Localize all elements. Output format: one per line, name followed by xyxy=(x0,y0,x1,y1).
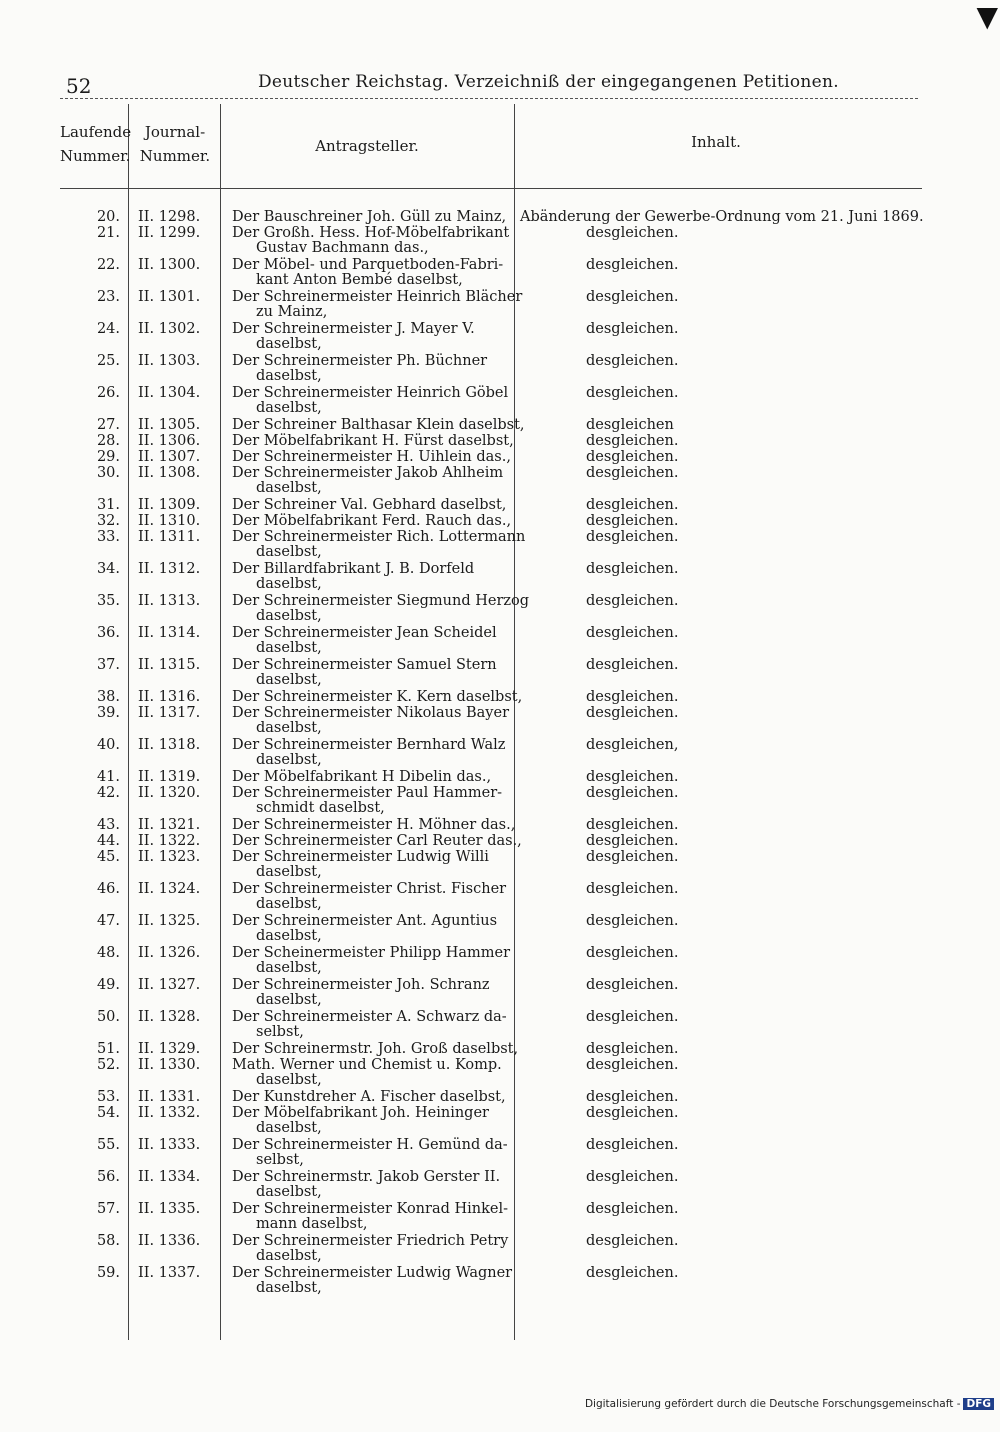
journal-number: II. 1328. xyxy=(138,1009,201,1025)
journal-number: II. 1308. xyxy=(138,465,201,481)
journal-number: II. 1305. xyxy=(138,417,201,433)
applicant: Der Möbelfabrikant Joh. Heininger xyxy=(232,1105,489,1121)
row-number: 28. xyxy=(96,433,120,449)
applicant-continued: schmidt daselbst, xyxy=(256,800,385,816)
applicant-continued: zu Mainz, xyxy=(256,304,328,320)
row-number: 51. xyxy=(96,1041,120,1057)
applicant: Der Kunstdreher A. Fischer daselbst, xyxy=(232,1089,506,1105)
applicant: Der Schreinermeister H. Uihlein das., xyxy=(232,449,511,465)
content: desgleichen. xyxy=(586,529,679,545)
row-number: 58. xyxy=(96,1233,120,1249)
applicant: Der Schreinermeister Heinrich Göbel xyxy=(232,385,509,401)
header-journal-line1: Journal- xyxy=(144,123,206,141)
content: desgleichen. xyxy=(586,1009,679,1025)
content: desgleichen. xyxy=(586,913,679,929)
journal-number: II. 1320. xyxy=(138,785,201,801)
applicant-continued: daselbst, xyxy=(256,752,322,768)
applicant-continued: Gustav Bachmann das., xyxy=(256,240,429,256)
row-number: 56. xyxy=(96,1169,120,1185)
applicant-continued: daselbst, xyxy=(256,1120,322,1136)
row-number: 45. xyxy=(96,849,120,865)
content: desgleichen. xyxy=(586,1137,679,1153)
content: desgleichen. xyxy=(586,561,679,577)
journal-number: II. 1307. xyxy=(138,449,201,465)
journal-number: II. 1311. xyxy=(138,529,201,545)
content: desgleichen. xyxy=(586,257,679,273)
row-number: 22. xyxy=(96,257,120,273)
applicant: Der Schreiner Balthasar Klein daselbst, xyxy=(232,417,525,433)
row-number: 41. xyxy=(96,769,120,785)
content: Abänderung der Gewerbe-Ordnung vom 21. Juni 1869. xyxy=(520,209,924,225)
row-number: 33. xyxy=(96,529,120,545)
crop-mark: ▼ xyxy=(976,0,998,33)
row-number: 57. xyxy=(96,1201,120,1217)
content: desgleichen. xyxy=(586,1233,679,1249)
row-number: 32. xyxy=(96,513,120,529)
content: desgleichen. xyxy=(586,1057,679,1073)
row-number: 50. xyxy=(96,1009,120,1025)
content: desgleichen. xyxy=(586,1169,679,1185)
journal-number: II. 1331. xyxy=(138,1089,201,1105)
journal-number: II. 1325. xyxy=(138,913,201,929)
journal-number: II. 1298. xyxy=(138,209,201,225)
journal-number: II. 1312. xyxy=(138,561,201,577)
applicant: Der Schreinermeister Carl Reuter das., xyxy=(232,833,522,849)
header-laufende-line2: Nummer. xyxy=(60,147,131,165)
header-inhalt: Inhalt. xyxy=(691,133,741,151)
applicant-continued: daselbst, xyxy=(256,544,322,560)
journal-number: II. 1324. xyxy=(138,881,201,897)
content: desgleichen. xyxy=(586,625,679,641)
content: desgleichen. xyxy=(586,1041,679,1057)
applicant: Der Möbel- und Parquetboden-Fabri- xyxy=(232,257,504,273)
applicant-continued: mann daselbst, xyxy=(256,1216,368,1232)
applicant: Der Schreinermeister J. Mayer V. xyxy=(232,321,475,337)
column-rule-1 xyxy=(128,104,129,1340)
applicant: Der Schreinermstr. Joh. Groß daselbst, xyxy=(232,1041,519,1057)
content: desgleichen xyxy=(586,417,674,433)
journal-number: II. 1322. xyxy=(138,833,201,849)
journal-number: II. 1333. xyxy=(138,1137,201,1153)
applicant: Der Schreinermeister Ph. Büchner xyxy=(232,353,488,369)
journal-number: II. 1323. xyxy=(138,849,201,865)
row-number: 44. xyxy=(96,833,120,849)
applicant: Der Schreinermeister Nikolaus Bayer xyxy=(232,705,510,721)
journal-number: II. 1304. xyxy=(138,385,201,401)
applicant: Der Bauschreiner Joh. Güll zu Mainz, xyxy=(232,209,507,225)
applicant-continued: daselbst, xyxy=(256,1184,322,1200)
applicant-continued: daselbst, xyxy=(256,720,322,736)
row-number: 48. xyxy=(96,945,120,961)
journal-number: II. 1326. xyxy=(138,945,201,961)
applicant-continued: daselbst, xyxy=(256,368,322,384)
applicant: Der Schreinermeister Bernhard Walz xyxy=(232,737,506,753)
applicant-continued: daselbst, xyxy=(256,576,322,592)
applicant: Der Schreinermeister A. Schwarz da- xyxy=(232,1009,507,1025)
journal-number: II. 1313. xyxy=(138,593,201,609)
content: desgleichen. xyxy=(586,225,679,241)
content: desgleichen. xyxy=(586,769,679,785)
applicant: Der Schreinermeister Samuel Stern xyxy=(232,657,497,673)
journal-number: II. 1316. xyxy=(138,689,201,705)
content: desgleichen. xyxy=(586,1201,679,1217)
row-number: 20. xyxy=(96,209,120,225)
journal-number: II. 1309. xyxy=(138,497,201,513)
journal-number: II. 1303. xyxy=(138,353,201,369)
applicant-continued: daselbst, xyxy=(256,864,322,880)
applicant: Der Schreinermeister Paul Hammer- xyxy=(232,785,503,801)
applicant: Der Großh. Hess. Hof-Möbelfabrikant xyxy=(232,225,510,241)
row-number: 31. xyxy=(96,497,120,513)
content: desgleichen. xyxy=(586,945,679,961)
row-number: 25. xyxy=(96,353,120,369)
applicant: Der Schreinermeister Friedrich Petry xyxy=(232,1233,509,1249)
journal-number: II. 1318. xyxy=(138,737,201,753)
applicant: Der Schreinermeister Christ. Fischer xyxy=(232,881,507,897)
applicant: Der Schreinermeister K. Kern daselbst, xyxy=(232,689,523,705)
journal-number: II. 1332. xyxy=(138,1105,201,1121)
row-number: 43. xyxy=(96,817,120,833)
row-number: 55. xyxy=(96,1137,120,1153)
journal-number: II. 1334. xyxy=(138,1169,201,1185)
content: desgleichen. xyxy=(586,385,679,401)
page-number: 52 xyxy=(66,74,92,98)
applicant: Der Schreinermeister Jean Scheidel xyxy=(232,625,497,641)
content: desgleichen. xyxy=(586,353,679,369)
applicant: Der Schreinermeister Jakob Ahlheim xyxy=(232,465,504,481)
header-journal-line2: Nummer. xyxy=(139,147,211,165)
applicant: Der Möbelfabrikant Ferd. Rauch das., xyxy=(232,513,512,529)
journal-number: II. 1302. xyxy=(138,321,201,337)
row-number: 26. xyxy=(96,385,120,401)
table-header-rule xyxy=(60,188,922,189)
applicant-continued: selbst, xyxy=(256,1152,304,1168)
content: desgleichen. xyxy=(586,849,679,865)
applicant: Der Schreinermeister H. Möhner das., xyxy=(232,817,516,833)
applicant: Der Schreinermeister H. Gemünd da- xyxy=(232,1137,508,1153)
applicant: Der Schreinermeister Konrad Hinkel- xyxy=(232,1201,509,1217)
journal-number: II. 1306. xyxy=(138,433,201,449)
header-laufende-line1: Laufende xyxy=(60,123,132,141)
row-number: 59. xyxy=(96,1265,120,1281)
row-number: 24. xyxy=(96,321,120,337)
content: desgleichen. xyxy=(586,817,679,833)
applicant: Der Schreinermeister Rich. Lottermann xyxy=(232,529,526,545)
row-number: 21. xyxy=(96,225,120,241)
row-number: 40. xyxy=(96,737,120,753)
content: desgleichen. xyxy=(586,433,679,449)
content: desgleichen. xyxy=(586,1265,679,1281)
row-number: 23. xyxy=(96,289,120,305)
applicant-continued: daselbst, xyxy=(256,896,322,912)
header-rule xyxy=(60,98,918,99)
applicant-continued: daselbst, xyxy=(256,1248,322,1264)
journal-number: II. 1327. xyxy=(138,977,201,993)
content: desgleichen. xyxy=(586,833,679,849)
journal-number: II. 1330. xyxy=(138,1057,201,1073)
row-number: 29. xyxy=(96,449,120,465)
applicant: Der Schreinermstr. Jakob Gerster II. xyxy=(232,1169,501,1185)
content: desgleichen. xyxy=(586,657,679,673)
row-number: 39. xyxy=(96,705,120,721)
applicant-continued: selbst, xyxy=(256,1024,304,1040)
applicant-continued: kant Anton Bembé daselbst, xyxy=(256,272,463,288)
applicant-continued: daselbst, xyxy=(256,1280,322,1296)
content: desgleichen. xyxy=(586,705,679,721)
applicant-continued: daselbst, xyxy=(256,1072,322,1088)
applicant: Der Schreinermeister Siegmund Herzog xyxy=(232,593,530,609)
applicant-continued: daselbst, xyxy=(256,400,322,416)
header-antragsteller: Antragsteller. xyxy=(315,137,419,155)
journal-number: II. 1329. xyxy=(138,1041,201,1057)
row-number: 36. xyxy=(96,625,120,641)
content: desgleichen. xyxy=(586,881,679,897)
row-number: 53. xyxy=(96,1089,120,1105)
row-number: 42. xyxy=(96,785,120,801)
content: desgleichen. xyxy=(586,1089,679,1105)
content: desgleichen. xyxy=(586,513,679,529)
journal-number: II. 1335. xyxy=(138,1201,201,1217)
header-laufende-nummer xyxy=(60,120,130,168)
content: desgleichen. xyxy=(586,785,679,801)
journal-number: II. 1310. xyxy=(138,513,201,529)
applicant: Der Schreinermeister Ludwig Willi xyxy=(232,849,489,865)
footer-credit xyxy=(585,1398,994,1410)
column-rule-2 xyxy=(220,104,221,1340)
footer-text: Digitalisierung gefördert durch die Deutsche Forschungsgemeinschaft - xyxy=(584,1398,961,1410)
applicant: Der Schreinermeister Heinrich Blächer xyxy=(232,289,523,305)
row-number: 54. xyxy=(96,1105,120,1121)
applicant-continued: daselbst, xyxy=(256,336,322,352)
content: desgleichen. xyxy=(586,689,679,705)
row-number: 47. xyxy=(96,913,120,929)
applicant: Der Billardfabrikant J. B. Dorfeld xyxy=(232,561,475,577)
dfg-logo: DFG xyxy=(963,1398,994,1410)
row-number: 49. xyxy=(96,977,120,993)
applicant-continued: daselbst, xyxy=(256,928,322,944)
row-number: 27. xyxy=(96,417,120,433)
content: desgleichen. xyxy=(586,289,679,305)
row-number: 46. xyxy=(96,881,120,897)
journal-number: II. 1315. xyxy=(138,657,201,673)
content: desgleichen, xyxy=(586,737,679,753)
content: desgleichen. xyxy=(586,321,679,337)
applicant-continued: daselbst, xyxy=(256,608,322,624)
applicant-continued: daselbst, xyxy=(256,480,322,496)
row-number: 37. xyxy=(96,657,120,673)
applicant: Math. Werner und Chemist u. Komp. xyxy=(232,1057,502,1073)
journal-number: II. 1301. xyxy=(138,289,201,305)
content: desgleichen. xyxy=(586,977,679,993)
journal-number: II. 1337. xyxy=(138,1265,201,1281)
applicant: Der Schreinermeister Ludwig Wagner xyxy=(232,1265,513,1281)
content: desgleichen. xyxy=(586,465,679,481)
journal-number: II. 1317. xyxy=(138,705,201,721)
content: desgleichen. xyxy=(586,593,679,609)
applicant-continued: daselbst, xyxy=(256,960,322,976)
applicant: Der Schreiner Val. Gebhard daselbst, xyxy=(232,497,507,513)
row-number: 30. xyxy=(96,465,120,481)
applicant-continued: daselbst, xyxy=(256,640,322,656)
page-title: Deutscher Reichstag. Verzeichniß der eingegangenen Petitionen. xyxy=(258,72,839,92)
applicant: Der Schreinermeister Joh. Schranz xyxy=(232,977,490,993)
applicant: Der Schreinermeister Ant. Aguntius xyxy=(232,913,498,929)
row-number: 52. xyxy=(96,1057,120,1073)
applicant-continued: daselbst, xyxy=(256,672,322,688)
content: desgleichen. xyxy=(586,1105,679,1121)
journal-number: II. 1299. xyxy=(138,225,201,241)
journal-number: II. 1314. xyxy=(138,625,201,641)
journal-number: II. 1336. xyxy=(138,1233,201,1249)
applicant: Der Scheinermeister Philipp Hammer xyxy=(232,945,511,961)
journal-number: II. 1321. xyxy=(138,817,201,833)
applicant: Der Möbelfabrikant H. Fürst daselbst, xyxy=(232,433,514,449)
content: desgleichen. xyxy=(586,449,679,465)
row-number: 35. xyxy=(96,593,120,609)
journal-number: II. 1300. xyxy=(138,257,201,273)
applicant: Der Möbelfabrikant H Dibelin das., xyxy=(232,769,492,785)
applicant-continued: daselbst, xyxy=(256,992,322,1008)
content: desgleichen. xyxy=(586,497,679,513)
header-journal-nummer xyxy=(132,120,218,168)
row-number: 38. xyxy=(96,689,120,705)
row-number: 34. xyxy=(96,561,120,577)
journal-number: II. 1319. xyxy=(138,769,201,785)
